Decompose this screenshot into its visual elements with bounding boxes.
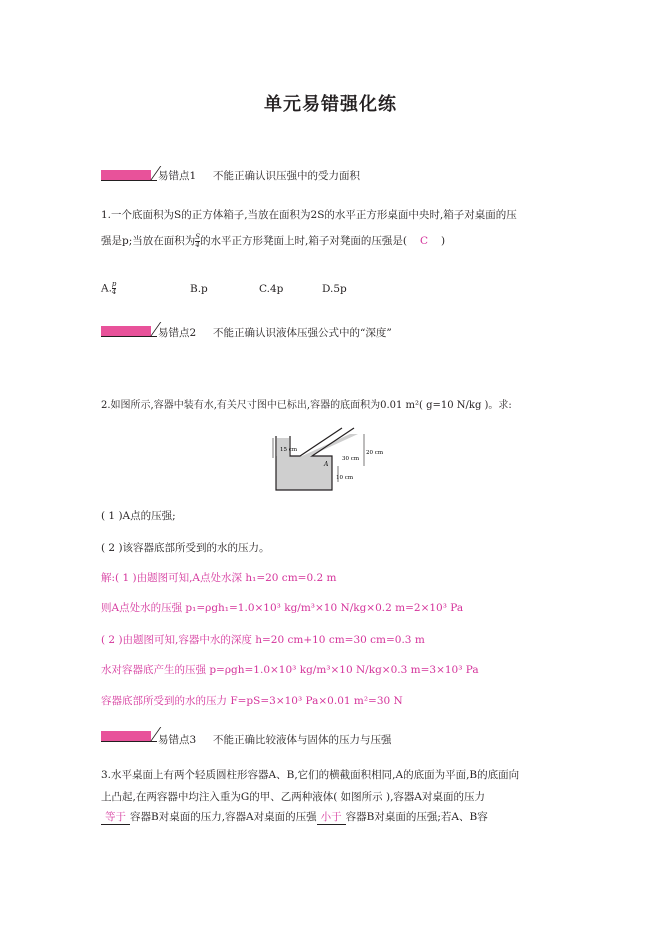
q3-line3-a: 容器B对桌面的压力,容器A对桌面的压强 <box>130 811 317 823</box>
q1-option-c: C.4p <box>259 283 284 295</box>
q2-sub2: ( 2 )该容器底部所受到的水的压力。 <box>101 542 270 554</box>
q1-line1: 1.一个底面积为S的正方体箱子,当放在面积为2S的水平正方形桌面中央时,箱子对桌面的压 <box>101 209 517 221</box>
label-20cm: 20 cm <box>366 450 384 456</box>
q1-option-a <box>101 281 116 296</box>
section-text-3: 不能正确比较液体与固体的压力与压强 <box>213 734 392 746</box>
page-title: 单元易错强化练 <box>264 94 397 115</box>
frac-den: 4 <box>111 288 117 296</box>
section-underline <box>101 336 157 337</box>
q1-line2-a: 强是p;当放在面积为 <box>101 235 196 247</box>
section-text-2: 不能正确认识液体压强公式中的“深度” <box>213 327 392 339</box>
q2-stem: 2.如图所示,容器中装有水,有关尺寸图中已标出,容器的底面积为0.01 m²( g=10 N/kg )。求: <box>101 400 512 411</box>
frac-num: S <box>195 232 201 241</box>
option-a-fraction <box>112 281 116 296</box>
q1-option-b: B.p <box>190 283 208 295</box>
q1-option-d: D.5p <box>322 283 347 295</box>
q2-solution-3: ( 2 )由题图可知,容器中水的深度 h=20 cm+10 cm=30 cm=0.3 m <box>101 634 425 646</box>
q3-line1: 3.水平桌面上有两个轻质圆柱形容器A、B,它们的横截面积相同,A的底面为平面,B的底面向 <box>101 769 520 781</box>
q1-line2-b: 的水平正方形凳面上时,箱子对凳面的压强是( <box>200 235 407 247</box>
q3-answer-2: 小于 <box>317 809 346 825</box>
q2-solution-5: 容器底部所受到的水的压力 F=pS=3×10³ Pa×0.01 m²=30 N <box>101 695 403 707</box>
q2-solution-4: 水对容器底产生的压强 p=ρgh=1.0×10³ kg/m³×10 N/kg×0.3 m=3×10³ Pa <box>101 664 479 676</box>
q1-line2 <box>101 233 445 249</box>
label-15cm: 15 cm <box>280 447 298 453</box>
section-label-3: 易错点3 <box>158 734 197 746</box>
q3-line3-b: 容器B对桌面的压强;若A、B容 <box>345 811 488 823</box>
q1-answer: C <box>419 235 429 247</box>
label-30cm: 30 cm <box>342 456 360 462</box>
section-text-1: 不能正确认识压强中的受力面积 <box>213 170 360 182</box>
section-label-2: 易错点2 <box>158 327 197 339</box>
section-label-1: 易错点1 <box>158 170 197 182</box>
q2-solution-1: 解:( 1 )由题图可知,A点处水深 h₁=20 cm=0.2 m <box>101 572 337 584</box>
label-point-a: A <box>324 461 329 468</box>
q3-answer-1: 等于 <box>101 809 130 825</box>
q3-line3 <box>101 809 488 825</box>
section-underline <box>101 741 157 742</box>
q1-line2-c: ) <box>441 235 446 247</box>
container-figure <box>272 424 392 496</box>
section-underline <box>101 180 157 181</box>
label-10cm: 10 cm <box>336 475 354 481</box>
option-a-label: A. <box>101 282 112 295</box>
frac-num: p <box>111 280 117 288</box>
q3-line2: 上凸起,在两容器中均注入重为G的甲、乙两种液体( 如图所示 ),容器A对桌面的压力 <box>101 791 486 803</box>
q2-solution-2: 则A点处水的压强 p₁=ρgh₁=1.0×10³ kg/m³×10 N/kg×0.2 m=2×10³ Pa <box>101 602 464 614</box>
q2-sub1: ( 1 )A点的压强; <box>101 510 176 522</box>
water-slant-column <box>302 434 358 456</box>
frac-den: 4 <box>195 240 200 249</box>
